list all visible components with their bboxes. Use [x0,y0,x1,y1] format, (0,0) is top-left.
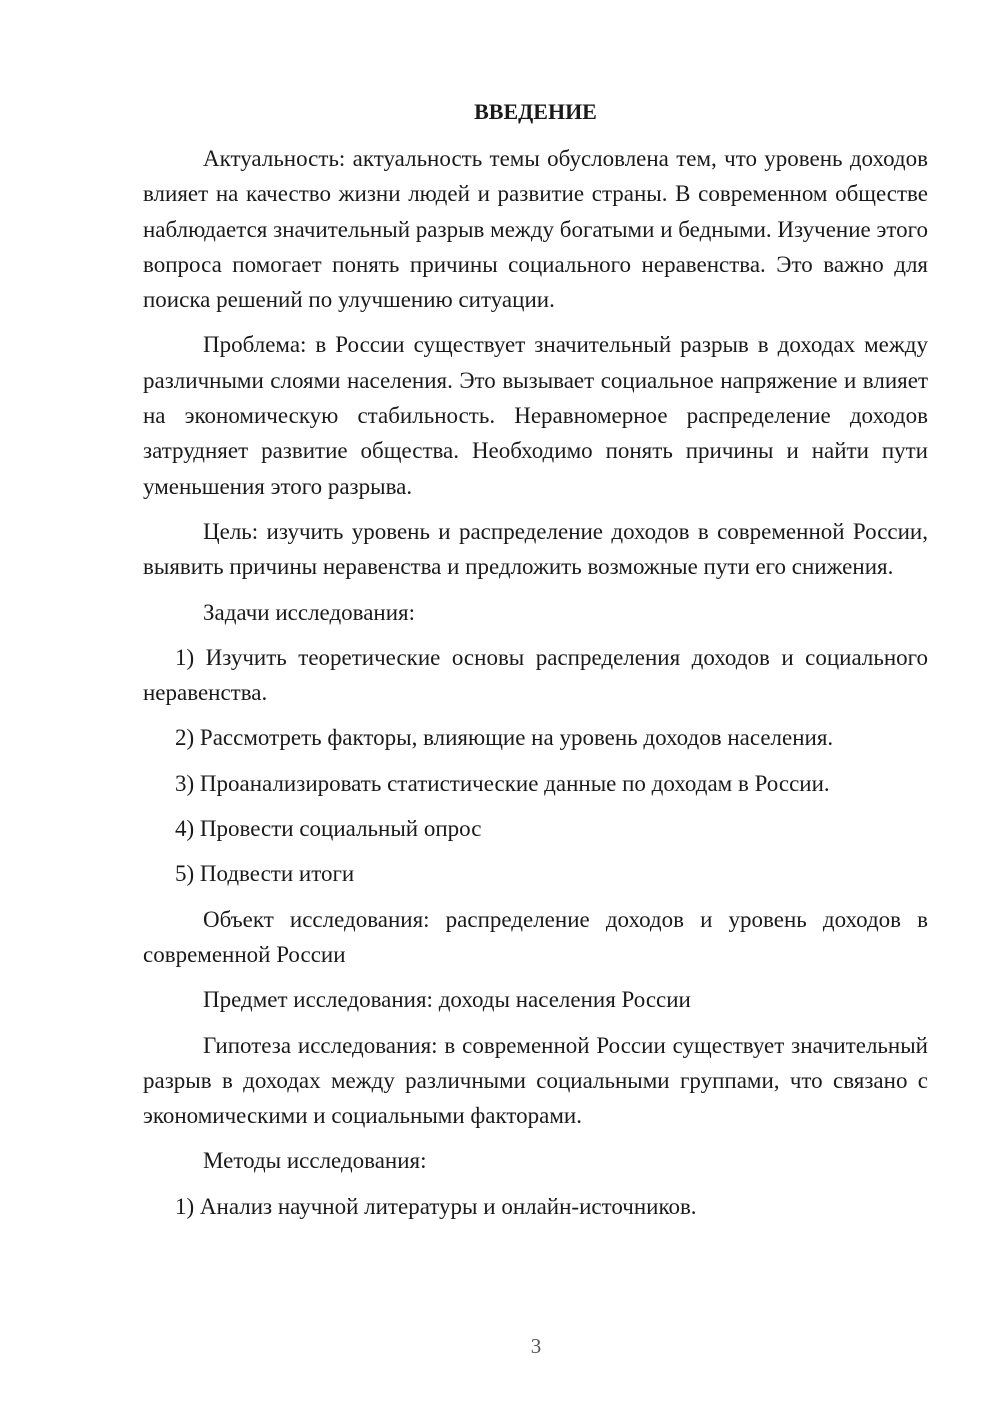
page-title: ВВЕДЕНИЕ [474,99,597,124]
hypothesis-paragraph: Гипотеза исследования: в современной России существует значительный разрыв в доходах между различными социальными группами, что связано с экономическими и социальными факторами. [143,1032,928,1129]
subject-paragraph: Предмет исследования: доходы населения России [203,987,691,1013]
page-content [143,94,928,1234]
goal-paragraph: Цель: изучить уровень и распределение доходов в современной России, выявить причины неравенства и предложить возможные пути его снижения. [143,518,928,580]
problem-paragraph: Проблема: в России существует значительный разрыв в доходах между различными слоями населения. Это вызывает социальное напряжение и влияет на экономическую стабильность. Неравномерное распределение доходов затрудняет развитие общества. Необходимо понять причины и найти пути уменьшения этого разрыва. [143,332,928,499]
task-item-4: 4) Провести социальный опрос [175,816,482,842]
object-paragraph: Объект исследования: распределение доходов и уровень доходов в современной России [143,906,928,967]
task-item-2: 2) Рассмотреть факторы, влияющие на уровень доходов населения. [175,725,834,751]
methods-heading: Методы исследования: [203,1148,427,1174]
page-number: 3 [530,1334,542,1358]
task-item-5: 5) Подвести итоги [175,861,355,887]
task-item-3: 3) Проанализировать статистические данные по доходам в России. [175,770,830,796]
tasks-heading: Задачи исследования: [203,599,416,625]
task-item-1: 1) Изучить теоретические основы распределения доходов и социального неравенства. [143,644,928,706]
method-item-1: 1) Анализ научной литературы и онлайн-источников. [175,1193,697,1219]
relevance-paragraph: Актуальность: актуальность темы обусловлена тем, что уровень доходов влияет на качество жизни людей и развитие страны. В современном обществе наблюдается значительный разрыв между богатыми и бедными. Изучение этого вопроса помогает понять причины социального неравенства. Это важно для поиска решений по улучшению ситуации. [143,146,928,313]
